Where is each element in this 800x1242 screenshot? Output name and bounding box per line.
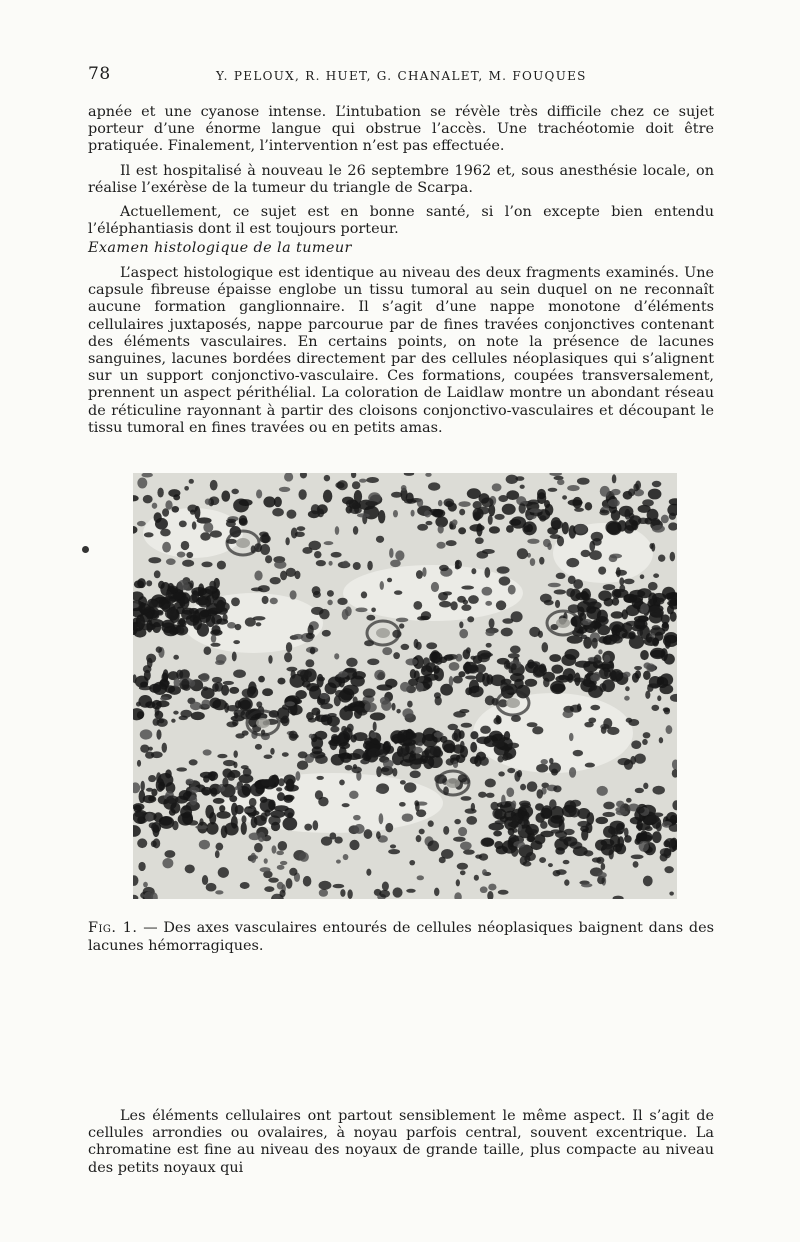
micrograph-image [133,473,677,899]
figure-micrograph [133,473,677,899]
figure-label: Fig. 1. [88,920,138,936]
figure-caption [88,919,714,955]
print-speck [82,546,89,553]
running-header [88,64,716,90]
intro-text [88,104,714,238]
running-head-authors: Y. PELOUX, R. HUET, G. CHANALET, M. FOUQUES [216,69,587,83]
continuation-text [88,1108,714,1177]
continuation-paragraph: Les éléments cellulaires ont partout sensiblement le même aspect. Il s’agit de cellules arrondies ou ovalaires, à noyau parfois central, souvent excentrique. La chromatine est fine au niveau des noyaux de grande taille, plus compacte au niveau des petits noyaux qui [88,1108,714,1176]
section-heading: Examen histologique de la tumeur [88,240,352,256]
intro-paragraph: Actuellement, ce sujet est en bonne santé, si l’on excepte bien entendu l’éléphantiasis dont il est toujours porteur. [88,204,714,238]
intro-paragraph: Il est hospitalisé à nouveau le 26 septembre 1962 et, sous anesthésie locale, on réalise l’exérèse de la tumeur du triangle de Scarpa. [88,162,714,196]
figure-caption-text: — Des axes vasculaires entourés de cellules néoplasiques baignent dans des lacunes hémorragiques. [88,920,714,954]
page-number: 78 [88,64,111,84]
section-paragraph: L’aspect histologique est identique au niveau des deux fragments examinés. Une capsule fibreuse épaisse englobe un tissu tumoral au sein duquel on ne reconnaît aucune formation ganglionnaire. Il s’agit d’une nappe monotone d’éléments cellulaires juxtaposés, nappe parcourue par de fines travées conjonctives contenant des éléments vasculaires. En certains points, on note la présence de lacunes sanguines, lacunes bordées directement par des cellules néoplasiques qui s’alignent sur un support conjonctivo-vasculaire. Ces formations, coupées transversalement, prennent un aspect périthélial. La coloration de Laidlaw montre un abondant réseau de réticuline rayonnant à partir des cloisons conjonctivo-vasculaires et découpant le tissu tumoral en fines travées ou en petits amas. [88,265,714,436]
section-body [88,265,714,437]
intro-paragraph: apnée et une cyanose intense. L’intubation se révèle très difficile chez ce sujet porteur d’une énorme langue qui obstrue l’accès. Une trachéotomie doit être pratiquée. Finalement, l’intervention n’est pas effectuée. [88,104,714,155]
